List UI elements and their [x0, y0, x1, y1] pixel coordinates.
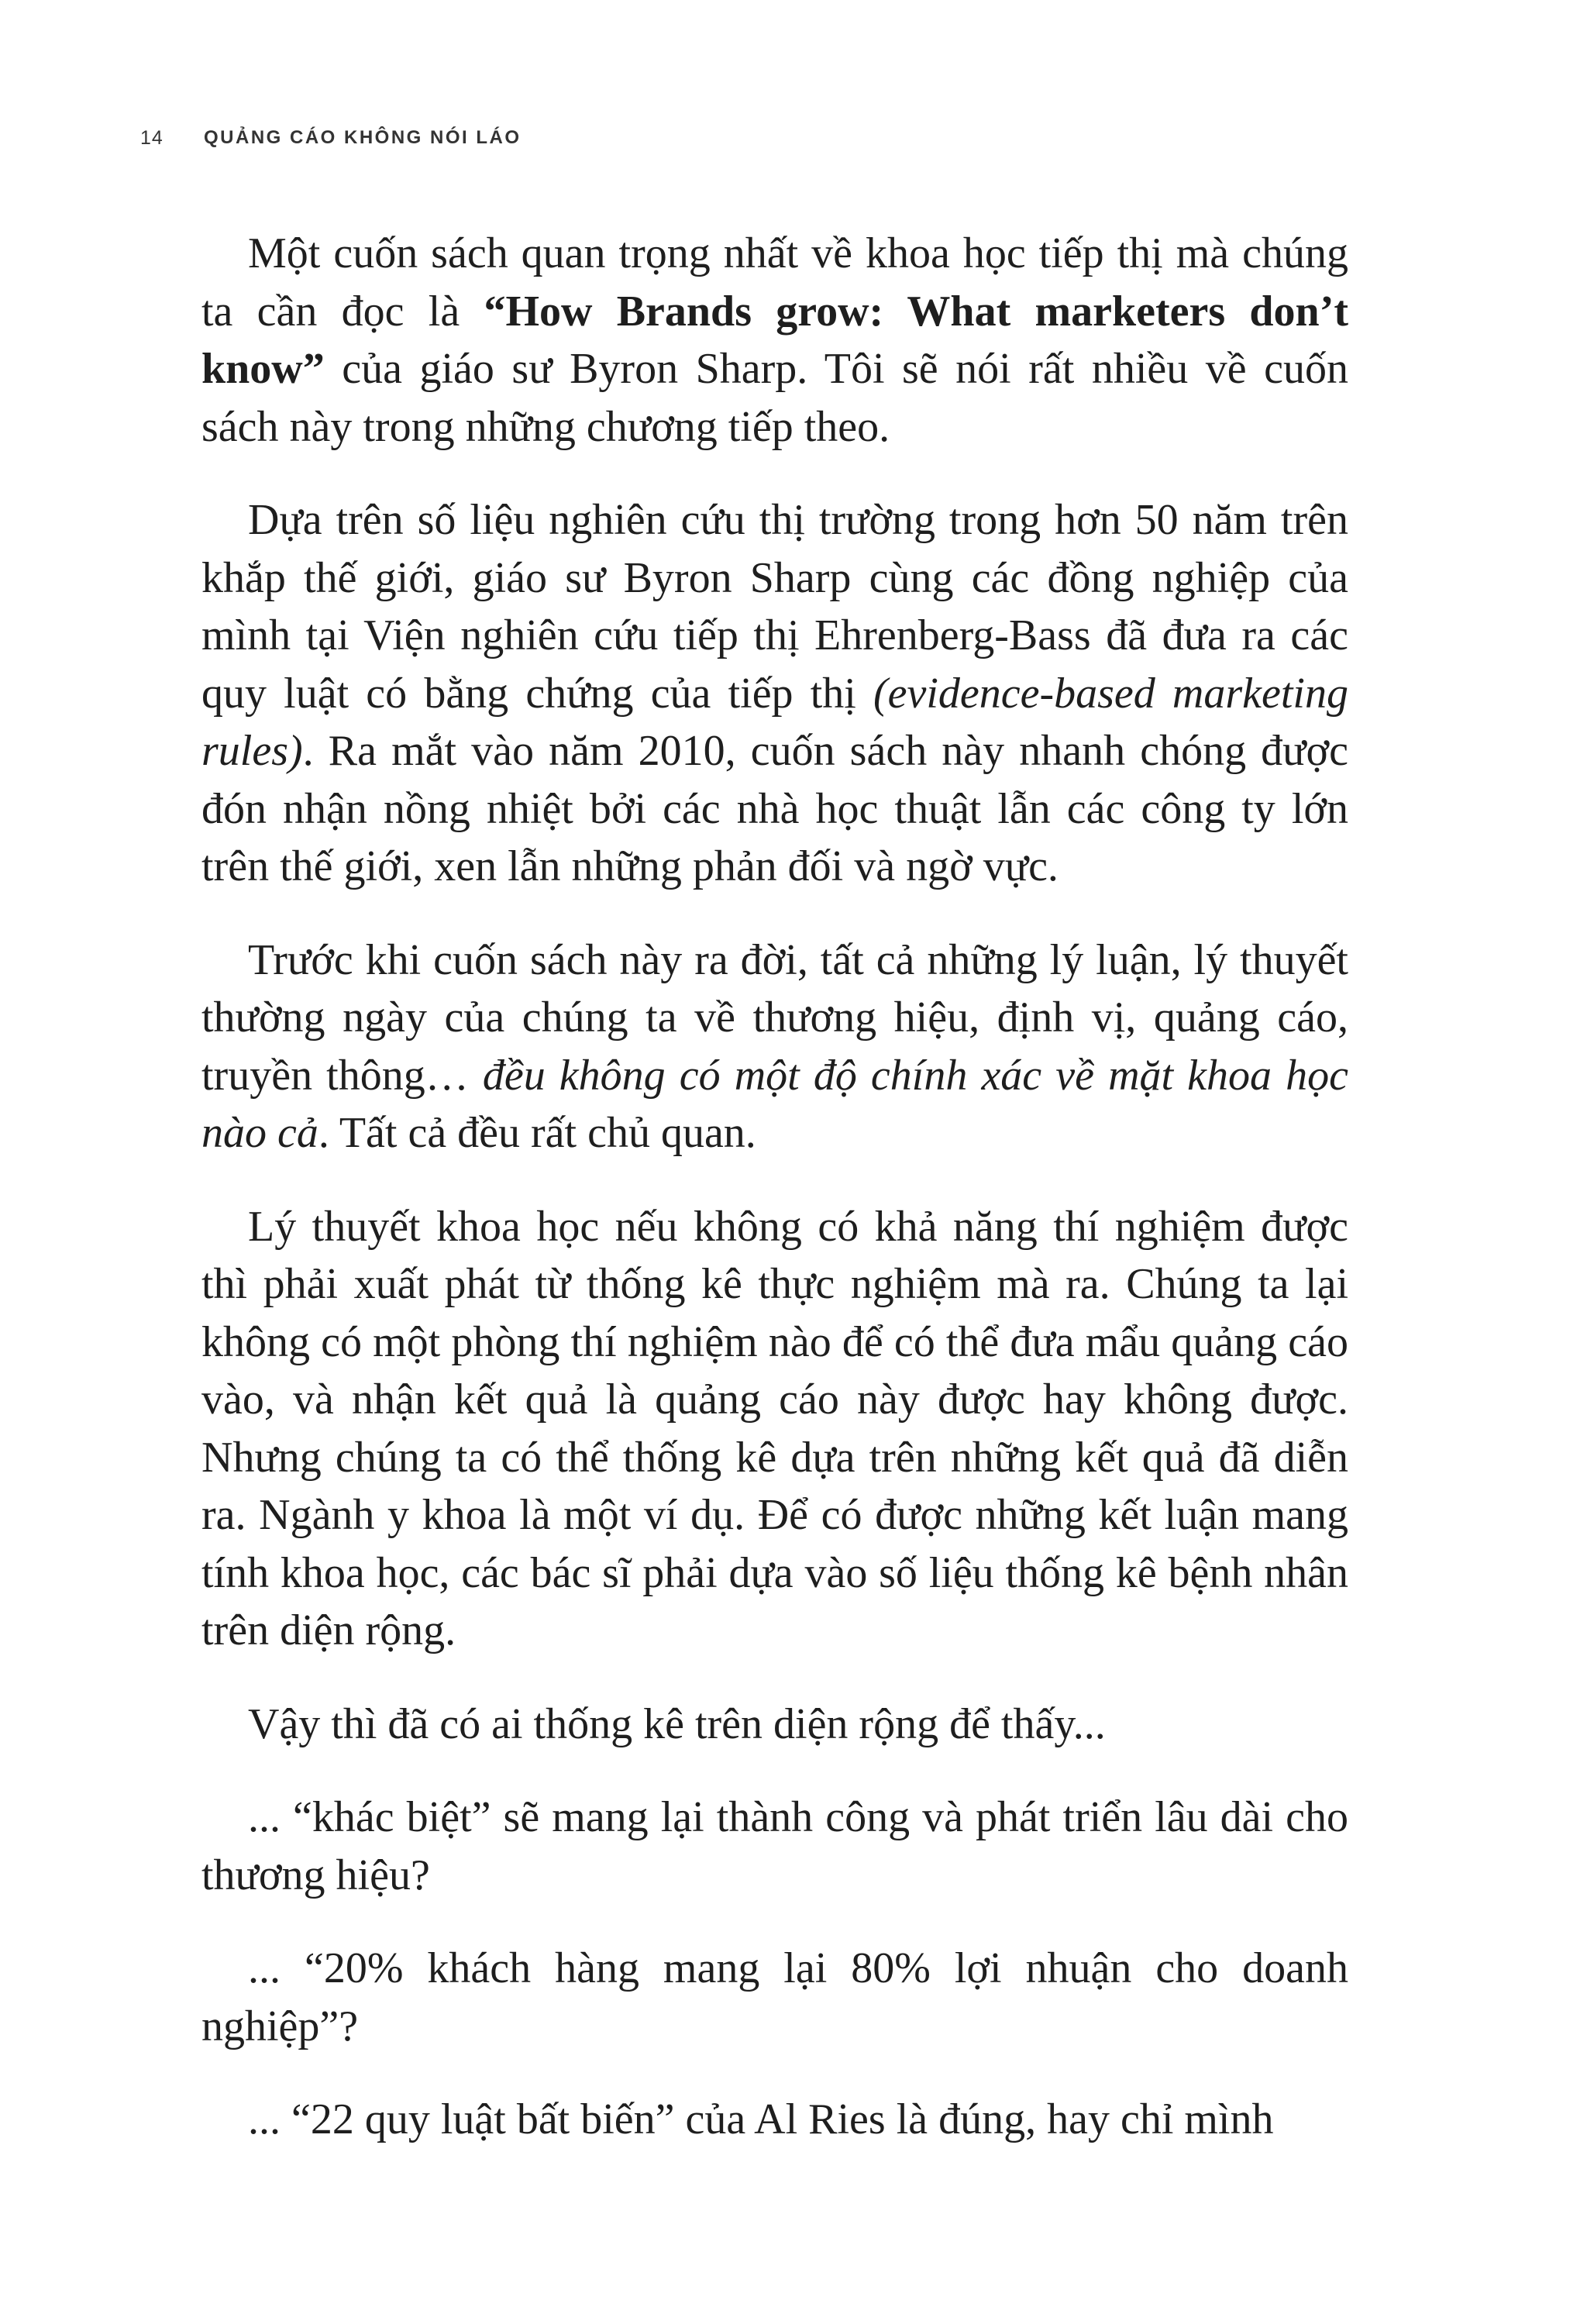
- paragraph-1-text-1: Một cuốn sách quan trọng nhất về khoa học tiếp thị mà chúng ta cần đọc là: [201, 229, 1348, 336]
- paragraph-8: ... “22 quy luật bất biến” của Al Ries là đúng, hay chỉ mình: [248, 2095, 1274, 2143]
- paragraph-6: ... “khác biệt” sẽ mang lại thành công và phát triển lâu dài cho thương hiệu?: [201, 1793, 1348, 1899]
- paragraph-2-italic: (evidence-based marketing rules): [201, 669, 1348, 775]
- page-number: 14: [140, 126, 164, 149]
- paragraph-2: [201, 491, 1348, 896]
- paragraph-5: Vậy thì đã có ai thống kê trên diện rộng để thấy...: [248, 1699, 1106, 1748]
- paragraph-3-text-2: . Tất cả đều rất chủ quan.: [318, 1109, 756, 1157]
- body-text: [201, 225, 1348, 2149]
- book-title: QUẢNG CÁO KHÔNG NÓI LÁO: [204, 127, 522, 148]
- paragraph-3-italic: đều không có một độ chính xác về mặt khoa học nào cả: [201, 1051, 1348, 1157]
- paragraph-3: [201, 931, 1348, 1162]
- paragraph-4: Lý thuyết khoa học nếu không có khả năng thí nghiệm được thì phải xuất phát từ thống kê thực nghiệm mà ra. Chúng ta lại không có một phòng thí nghiệm nào để có thể đưa mẩu quảng cáo vào, và nhận kết quả là quảng cáo này được hay không được. Nhưng chúng ta có thể thống kê dựa trên những kết quả đã diễn ra. Ngành y khoa là một ví dụ. Để có được những kết luận mang tính khoa học, các bác sĩ phải dựa vào số liệu thống kê bệnh nhân trên diện rộng.: [201, 1202, 1348, 1654]
- paragraph-1: [201, 225, 1348, 456]
- paragraph-1-text-2: của giáo sư Byron Sharp. Tôi sẽ nói rất nhiều về cuốn sách này trong những chương tiếp theo.: [201, 345, 1348, 451]
- paragraph-3-text-1: Trước khi cuốn sách này ra đời, tất cả những lý luận, lý thuyết thường ngày của chúng ta về thương hiệu, định vị, quảng cáo, truyền thông…: [201, 935, 1348, 1100]
- book-title-emphasis: “How Brands grow: What marketers don’t know”: [201, 287, 1348, 393]
- paragraph-7: ... “20% khách hàng mang lại 80% lợi nhuận cho doanh nghiệp”?: [201, 1944, 1348, 2050]
- running-head: [140, 122, 522, 153]
- paragraph-2-text-1: Dựa trên số liệu nghiên cứu thị trường trong hơn 50 năm trên khắp thế giới, giáo sư Byron Sharp cùng các đồng nghiệp của mình tại Viện nghiên cứu tiếp thị Ehrenberg-Bass đã đưa ra các quy luật có bằng chứng của tiếp thị: [201, 496, 1348, 718]
- paragraph-2-text-2: . Ra mắt vào năm 2010, cuốn sách này nhanh chóng được đón nhận nồng nhiệt bởi các nhà học thuật lẫn các công ty lớn trên thế giới, xen lẫn những phản đối và ngờ vực.: [201, 727, 1348, 890]
